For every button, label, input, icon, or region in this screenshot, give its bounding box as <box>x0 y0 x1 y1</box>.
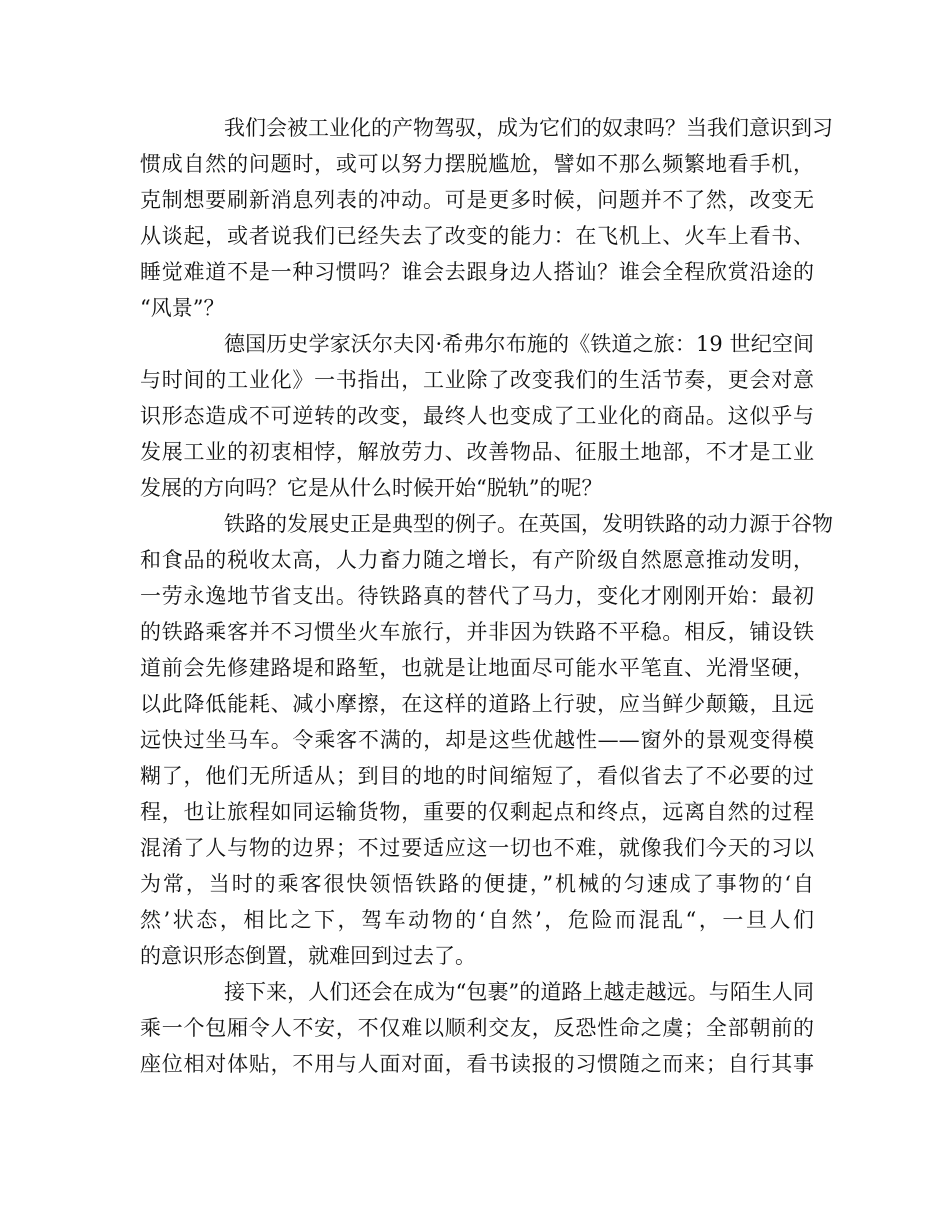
paragraph-1 <box>140 110 833 326</box>
text-line: 乘一个包厢令人不安，不仅难以顺利交友，反恐性命之虞；全部朝前的 <box>140 1016 814 1040</box>
text-line: 从谈起，或者说我们已经失去了改变的能力：在飞机上、火车上看书、 <box>140 224 814 248</box>
text-line: 睡觉难道不是一种习惯吗？谁会去跟身边人搭讪？谁会全程欣赏沿途的 <box>140 260 814 284</box>
text-line: 接下来，人们还会在成为“包裹”的道路上越走越远。与陌生人同 <box>224 980 814 1004</box>
text-line: 的铁路乘客并不习惯坐火车旅行，并非因为铁路不平稳。相反，铺设铁 <box>140 620 814 644</box>
text-line: 糊了，他们无所适从；到目的地的时间缩短了，看似省去了不必要的过 <box>140 764 814 788</box>
text-line: 程，也让旅程如同运输货物，重要的仅剩起点和终点，远离自然的过程 <box>140 800 814 824</box>
text-line: 克制想要刷新消息列表的冲动。可是更多时候，问题并不了然，改变无 <box>140 188 814 212</box>
text-line: “风景”？ <box>140 296 225 320</box>
text-line: 和食品的税收太高，人力畜力随之增长，有产阶级自然愿意推动发明， <box>140 548 814 572</box>
text-line: 一劳永逸地节省支出。待铁路真的替代了马力，变化才刚刚开始：最初 <box>140 584 814 608</box>
text-line: 道前会先修建路堤和路堑，也就是让地面尽可能水平笔直、光滑坚硬， <box>140 656 814 680</box>
paragraph-3 <box>140 506 833 974</box>
text-line: 混淆了人与物的边界；不过要适应这一切也不难，就像我们今天的习以 <box>140 836 814 860</box>
text-line: 德国历史学家沃尔夫冈·希弗尔布施的《铁道之旅：19 世纪空间 <box>224 332 814 356</box>
paragraph-4 <box>140 974 814 1082</box>
text-line: 以此降低能耗、减小摩擦，在这样的道路上行驶，应当鲜少颠簸，且远 <box>140 692 814 716</box>
text-line: 座位相对体贴，不用与人面对面，看书读报的习惯随之而来；自行其事 <box>140 1052 814 1076</box>
text-line: 的意识形态倒置，就难回到过去了。 <box>140 944 476 968</box>
text-line: 为常，当时的乘客很快领悟铁路的便捷，”机械的匀速成了事物的‘自 <box>140 872 814 896</box>
text-line: 然’状态，相比之下，驾车动物的‘自然’，危险而混乱“，一旦人们 <box>140 908 814 932</box>
text-line: 远快过坐马车。令乘客不满的，却是这些优越性——窗外的景观变得模 <box>140 728 814 752</box>
text-line: 识形态造成不可逆转的改变，最终人也变成了工业化的商品。这似乎与 <box>140 404 814 428</box>
text-line: 与时间的工业化》一书指出，工业除了改变我们的生活节奏，更会对意 <box>140 368 814 392</box>
text-line: 惯成自然的问题时，或可以努力摆脱尴尬，譬如不那么频繁地看手机， <box>140 152 814 176</box>
paragraph-2 <box>140 326 814 506</box>
text-line: 发展的方向吗？它是从什么时候开始“脱轨”的呢？ <box>140 476 603 500</box>
text-line: 发展工业的初衷相悖，解放劳力、改善物品、征服土地部，不才是工业 <box>140 440 814 464</box>
text-line: 铁路的发展史正是典型的例子。在英国，发明铁路的动力源于谷物 <box>224 512 833 536</box>
document-page <box>140 110 833 1082</box>
text-line: 我们会被工业化的产物驾驭，成为它们的奴隶吗？当我们意识到习 <box>224 116 833 140</box>
